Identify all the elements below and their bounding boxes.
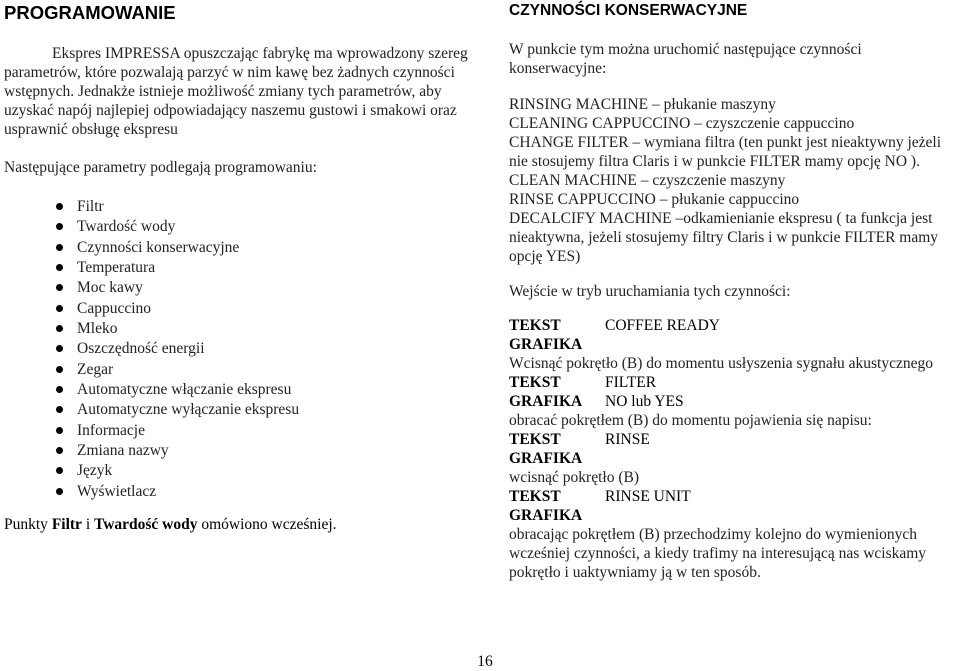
list-item: Język (77, 461, 472, 481)
section-heading-czynnosci: CZYNNOŚCI KONSERWACYJNE (509, 2, 748, 19)
list-item: Automatyczne włączanie ekspresu (77, 380, 472, 400)
bullet-icon (56, 488, 63, 495)
step-instruction: Wcisnąć pokrętło (B) do momentu usłyszenia sygnału akustycznego (509, 355, 933, 372)
list-item: Automatyczne wyłączanie ekspresu (77, 400, 472, 420)
bullet-icon (56, 244, 63, 251)
operation-item: DECALCIFY MACHINE –odkamienianie ekspresu ( ta funkcja jest nieaktywna, jeżeli stosujemy filtry Claris i w punkcie FILTER mamy opcję YES) (509, 210, 939, 265)
list-item: Zmiana nazwy (77, 441, 472, 461)
bullet-icon (56, 386, 63, 393)
tekst-row: TEKST RINSE UNIT (509, 488, 691, 505)
bullet-icon (56, 284, 63, 291)
operation-item: CHANGE FILTER – wymiana filtra (ten punkt jest nieaktywny jeżeli nie stosujemy filtra Claris i w punkcie FILTER mamy opcję NO ). (509, 134, 942, 170)
list-item: Oszczędność energii (77, 339, 472, 359)
step-instruction: obracać pokrętłem (B) do momentu pojawienia się napisu: (509, 412, 872, 429)
bullet-icon (56, 264, 63, 271)
list-item: Moc kawy (77, 278, 472, 298)
bullet-icon (56, 366, 63, 373)
list-item: Cappuccino (77, 299, 472, 319)
tekst-row: TEKST FILTER (509, 374, 657, 391)
grafika-row: GRAFIKA (509, 336, 583, 353)
grafika-row: GRAFIKA NO lub YES (509, 393, 684, 410)
list-item: Twardość wody (77, 217, 472, 237)
list-item: Mleko (77, 319, 472, 339)
entry-instructions-lead: Wejście w tryb uruchamiania tych czynności: (509, 283, 791, 300)
bullet-icon (56, 223, 63, 230)
section-heading-programowanie: PROGRAMOWANIE (4, 2, 176, 23)
maintenance-operations (509, 95, 960, 266)
bullet-icon (56, 467, 63, 474)
display-sequence (509, 316, 960, 582)
covered-earlier-note: Punkty Filtr i Twardość wody omówiono wcześniej. (4, 516, 337, 534)
list-item: Czynności konserwacyjne (77, 238, 472, 258)
list-item: Wyświetlacz (77, 482, 472, 502)
params-lead: Następujące parametry podlegają programowaniu: (4, 159, 317, 176)
bullet-icon (56, 203, 63, 210)
operation-item: CLEAN MACHINE – czyszczenie maszyny (509, 172, 786, 189)
operation-item: RINSING MACHINE – płukanie maszyny (509, 96, 776, 113)
bullet-icon (56, 345, 63, 352)
params-list (4, 197, 472, 502)
right-column (509, 0, 960, 582)
operation-item: RINSE CAPPUCCINO – płukanie cappuccino (509, 191, 800, 208)
bullet-icon (56, 427, 63, 434)
bullet-icon (56, 325, 63, 332)
grafika-row: GRAFIKA (509, 450, 583, 467)
step-instruction: wcisnąć pokrętło (B) (509, 469, 639, 486)
list-item: Filtr (77, 197, 472, 217)
left-column (4, 0, 472, 534)
maintenance-intro: W punkcie tym można uruchomić następujące czynności konserwacyjne: (509, 41, 862, 77)
operation-item: CLEANING CAPPUCCINO – czyszczenie cappuccino (509, 115, 855, 132)
bullet-icon (56, 447, 63, 454)
intro-paragraph: Ekspres IMPRESSA opuszczając fabrykę ma wprowadzony szereg parametrów, które pozwalają parzyć w nim kawę bez żadnych czynności wstępnych. Jednakże istnieje możliwość zmiany tych parametrów, aby uzyskać napój najlepiej odpowiadający naszemu gustowi i smakowi oraz usprawnić obsługę ekspresu (4, 45, 468, 138)
page-number: 16 (477, 653, 493, 670)
bullet-icon (56, 305, 63, 312)
list-item: Zegar (77, 360, 472, 380)
list-item: Informacje (77, 421, 472, 441)
step-instruction: obracając pokrętłem (B) przechodzimy kolejno do wymienionych wcześniej czynności, a kiedy trafimy na interesującą nas wciskamy pokrętło i uaktywniamy ją w ten sposób. (509, 526, 927, 581)
bullet-icon (56, 406, 63, 413)
tekst-row: TEKST RINSE (509, 431, 650, 448)
grafika-row: GRAFIKA (509, 507, 583, 524)
tekst-row: TEKST COFFEE READY (509, 317, 720, 334)
list-item: Temperatura (77, 258, 472, 278)
